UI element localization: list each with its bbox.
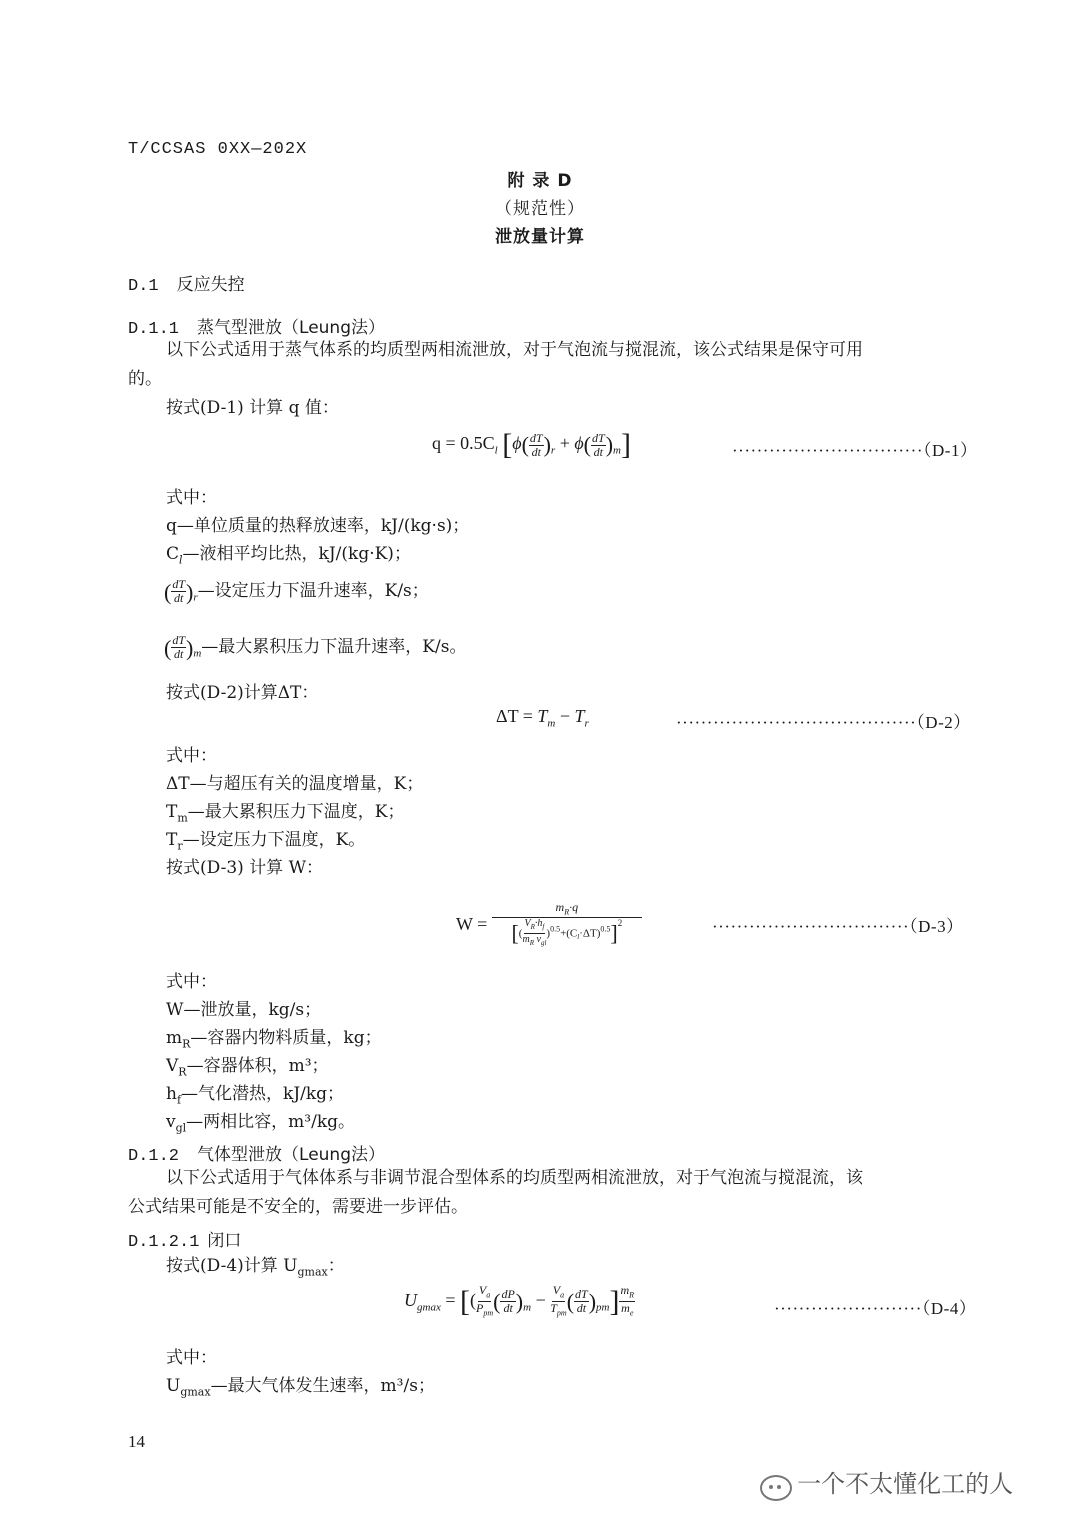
where-label: 式中： xyxy=(166,1348,217,1368)
dt-definition: ΔT—与超压有关的温度增量，K； xyxy=(166,774,424,794)
formula-lhs: q = 0.5C xyxy=(432,433,495,454)
section-d121 xyxy=(128,1226,241,1252)
calc-u-intro: 按式(D-4)计算 $U_{gmax}$： xyxy=(166,1256,345,1279)
section-title: 反应失控 xyxy=(176,275,245,295)
tm-definition: $T_m—$最大累积压力下温度，K； xyxy=(166,802,405,825)
formula-d1-leader: ·······························（D-1） xyxy=(732,441,978,460)
sub-m: m xyxy=(613,444,621,457)
normative-label: （规范性） xyxy=(495,199,585,219)
q-definition: q—单位质量的热释放速率，kJ/(kg·s)； xyxy=(166,516,470,536)
paragraph-1-line-1: 以下公式适用于蒸气体系的均质型两相流泄放，对于气泡流与搅混流，该公式结果是保守可用 xyxy=(166,340,863,360)
section-d12 xyxy=(128,1140,385,1166)
doc-code: T/CCSAS 0XX—202X xyxy=(128,140,308,159)
formula-d2: $\Delta T = T_m - T_r$ xyxy=(496,706,589,730)
formula-d3: W = $m_R\cdot q$ [( $\frac{V_R\cdot h_f}{m_R v_{gl}}$ )$^{0.5}+(C_l\cdot\Delta T)^{0.5}]^2$ xyxy=(456,900,642,949)
phi-symbol: ϕ xyxy=(512,433,522,454)
plus-sign: + xyxy=(559,433,570,454)
hf-definition: $h_f—$气化潜热，kJ/kg； xyxy=(166,1084,345,1107)
tr-definition: $T_r—$设定压力下温度，K。 xyxy=(166,830,366,853)
page-number: 14 xyxy=(128,1432,145,1451)
fraction-dTdt: $\frac{dT}{dt}$ xyxy=(592,430,605,459)
appendix-title: 附 录 D xyxy=(507,171,573,191)
u-definition: $U_{gmax}—$最大气体发生速率，m³/s； xyxy=(166,1376,435,1399)
w-definition: W—泄放量，kg/s； xyxy=(166,1000,322,1020)
section-number: D.1.2.1 xyxy=(128,1233,200,1252)
bracket-close: ] xyxy=(620,428,631,461)
calc-w-intro: 按式(D-3) 计算 W： xyxy=(166,858,324,878)
section-number: D.1.1 xyxy=(128,320,180,339)
formula-d4-leader: ························（D-4） xyxy=(774,1299,977,1318)
bracket-open: [ xyxy=(502,428,513,461)
paragraph-2-line-2: 公式结果可能是不安全的，需要进一步评估。 xyxy=(128,1197,468,1217)
phi-symbol: ϕ xyxy=(574,433,584,454)
section-number: D.1 xyxy=(128,277,159,296)
calc-q-intro: 按式(D-1) 计算 q 值： xyxy=(166,398,339,418)
fraction-dTdt: $\frac{dT}{dt}$ xyxy=(529,430,543,459)
where-label: 式中： xyxy=(166,488,217,508)
paragraph-2-line-1: 以下公式适用于气体体系与非调节混合型体系的均质型两相流泄放，对于气泡流与搅混流，该 xyxy=(166,1168,863,1188)
where-label: 式中： xyxy=(166,972,217,992)
cl-definition: $C_l—$液相平均比热，kJ/(kg·K)； xyxy=(166,544,411,567)
section-title: 闭口 xyxy=(207,1231,242,1251)
sub-r: r xyxy=(550,444,556,457)
formula-d4: $U_{gmax}$ = [( $\frac{V_a}{P_{pm}}$ ( $\frac{dP}{dt}$ )$_m$ − $\frac{V_a}{T_{pm}}$ ( $\frac{dT}{dt}$ )$_{pm}$] $\frac{m_R}{m_e}$ xyxy=(404,1283,635,1318)
section-d1 xyxy=(128,270,245,296)
formula-d1: $q = 0.5C_l$ [ϕ( $\frac{dT}{dt}$ )$_r + \phi$( $\frac{dT}{dt}$ )$_m$] xyxy=(432,428,631,461)
formula-d2-leader: ·······································（D-2） xyxy=(676,713,971,732)
section-title: 蒸气型泄放（Leung法） xyxy=(197,318,385,338)
paragraph-1-line-2: 的。 xyxy=(128,369,162,389)
watermark-text: 一个不太懂化工的人 xyxy=(797,1470,1014,1498)
dtm-definition: ( $\frac{dT}{dt}$ )$_m—$最大累积压力下温升速率，K/s。 xyxy=(164,633,467,662)
where-label: 式中： xyxy=(166,746,217,766)
formula-label: （D-3） xyxy=(909,917,964,936)
vgl-definition: $v_{gl}—$两相比容，m³/kg。 xyxy=(166,1112,356,1135)
wechat-icon xyxy=(760,1475,792,1501)
dtr-definition: ( $\frac{dT}{dt}$ )$_r—$设定压力下温升速率，K/s； xyxy=(164,577,429,606)
formula-label: （D-1） xyxy=(923,441,978,460)
section-title: 气体型泄放（Leung法） xyxy=(197,1145,385,1165)
formula-label: （D-4） xyxy=(921,1299,977,1318)
formula-d3-leader: ································（D-3） xyxy=(712,917,964,936)
vr-definition: $V_R—$容器体积，m³； xyxy=(166,1056,329,1079)
watermark xyxy=(760,1464,1013,1501)
section-number: D.1.2 xyxy=(128,1147,180,1166)
formula-sub: l xyxy=(494,444,498,457)
formula-label: （D-2） xyxy=(916,713,971,732)
calc-dt-intro: 按式(D-2)计算ΔT： xyxy=(166,683,319,703)
subject-title: 泄放量计算 xyxy=(495,227,585,247)
mr-definition: $m_R—$容器内物料质量，kg； xyxy=(166,1028,382,1051)
